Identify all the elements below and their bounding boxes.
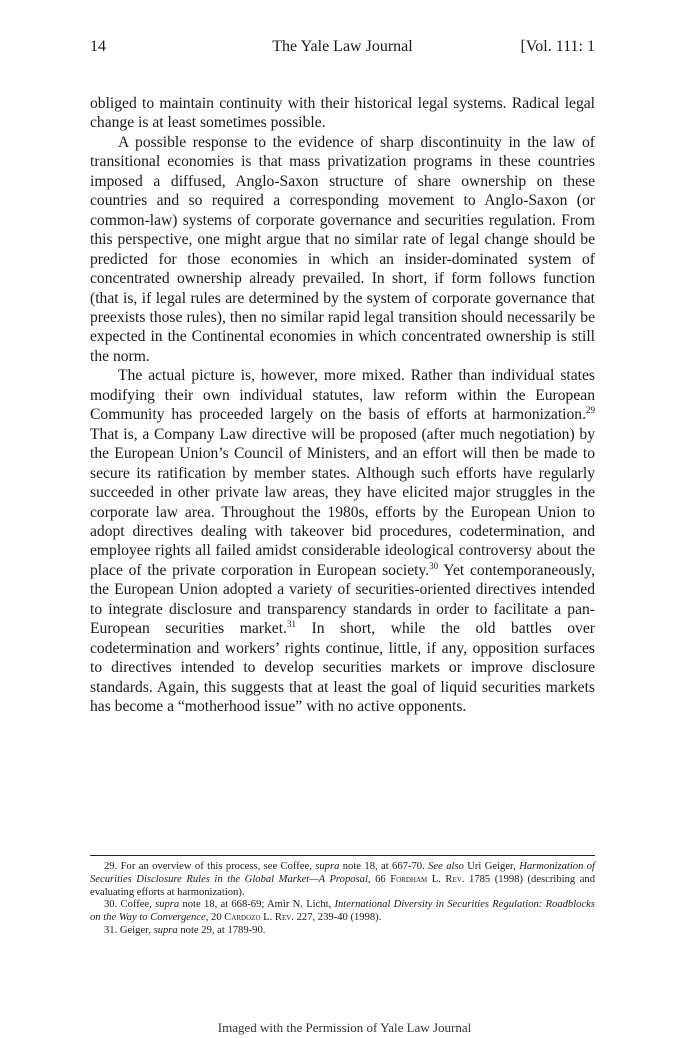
paragraph-3-part-a: The actual picture is, however, more mixed. Rather than individual states modifying their own individual statutes, law reform within the European Community has proceeded largely on the basis of efforts at harmonization. — [90, 367, 595, 424]
paragraph-3-part-b: That is, a Company Law directive will be proposed (after much negotiation) by the European Union’s Council of Ministers, and an effort will then be made to secure its ratification by member states. Although such efforts have regularly succeeded in other private law areas, they have elicited major struggles in the corporate law area. Throughout the 1980s, efforts by the European Union to adopt directives dealing with takeover bid procedures, codetermination, and employee rights all failed amidst considerable ideological controversy about the place of the private corporation in European society. — [90, 425, 595, 579]
footnote-30-d: 227, 239-40 (1998). — [293, 912, 382, 924]
footnote-30-a: 30. Coffee, — [104, 899, 156, 911]
footnote-30-supra: supra — [155, 899, 180, 911]
footnote-31-a: 31. Geiger, — [104, 924, 154, 936]
body-text — [90, 94, 595, 717]
footnote-31 — [90, 925, 595, 938]
footnote-29-e: 1785 (1998) (describing and evaluating efforts at harmonization). — [90, 873, 596, 898]
footnote-30-c: , 20 — [205, 912, 225, 924]
running-head — [90, 38, 595, 62]
footnote-31-supra: supra — [153, 924, 178, 936]
paragraph-3 — [90, 366, 595, 716]
journal-title: The Yale Law Journal — [272, 38, 413, 55]
footnote-29-title: Harmonization of Securities Disclosure Rules in the Global Market—A Proposal — [90, 861, 595, 885]
footnote-29-see-also: See also — [428, 861, 464, 872]
footnote-30-b: note 18, at 668-69; Amir N. Licht, — [179, 899, 335, 911]
footnote-ref-30[interactable]: 30 — [429, 560, 439, 571]
footnote-ref-29[interactable]: 29 — [586, 405, 595, 416]
paragraph-1: obliged to maintain continuity with their historical legal systems. Radical legal change is at least sometimes possible. — [90, 95, 595, 132]
footnote-29-a: 29. For an overview of this process, see Coffee, — [104, 861, 316, 872]
footnote-29-supra: supra — [315, 861, 340, 872]
footnote-29-journal: Fordham L. Rev. — [390, 873, 465, 885]
footnote-29-c: Uri Geiger, — [463, 861, 520, 872]
permission-notice: Imaged with the Permission of Yale Law Journal — [217, 1020, 472, 1035]
footnote-30-journal: Cardozo L. Rev. — [224, 912, 294, 924]
footnote-30-title: International Diversity in Securities Regulation: Roadblocks on the Way to Convergence — [90, 899, 595, 924]
footnote-29 — [90, 861, 595, 899]
footnote-29-d: , 66 — [367, 873, 391, 885]
footnote-29-b: note 18, at 667-70. — [339, 861, 429, 872]
footnotes — [90, 861, 595, 938]
footnote-30 — [90, 899, 595, 925]
footnote-31-b: note 29, at 1789-90. — [177, 924, 266, 936]
footnote-ref-31[interactable]: 31 — [286, 619, 296, 630]
paragraph-3-part-d: In short, while the old battles over codetermination and workers’ rights continue, little, if any, opposition surfaces to directives intended to develop securities markets or improve disclosure standards. Again, this suggests that at least the goal of liquid securities markets has become a “motherhood issue” with no active opponents. — [90, 620, 595, 716]
volume-label: [Vol. 111: 1 — [520, 38, 595, 55]
footnote-divider — [90, 855, 595, 856]
page-number: 14 — [90, 38, 106, 55]
paragraph-3-part-c: Yet contemporaneously, the European Union adopted a variety of securities-oriented directives intended to integrate disclosure and transparency standards in order to facilitate a pan-European securities market. — [90, 561, 595, 638]
paragraph-2: A possible response to the evidence of sharp discontinuity in the law of transitional economies is that mass privatization programs in these countries imposed a diffused, Anglo-Saxon structure of share ownership on these countries and so required a corresponding movement to Anglo-Saxon (or common-law) systems of corporate governance and securities regulation. From this perspective, one might argue that no similar rate of legal change should be predicted for those economies in which an insider-dominated system of concentrated ownership already prevailed. In short, if form follows function (that is, if legal rules are determined by the system of corporate governance that preexists those rules), then no similar rapid legal transition should necessarily be expected in the Continental economies in which concentrated ownership is still the norm. — [90, 133, 595, 365]
